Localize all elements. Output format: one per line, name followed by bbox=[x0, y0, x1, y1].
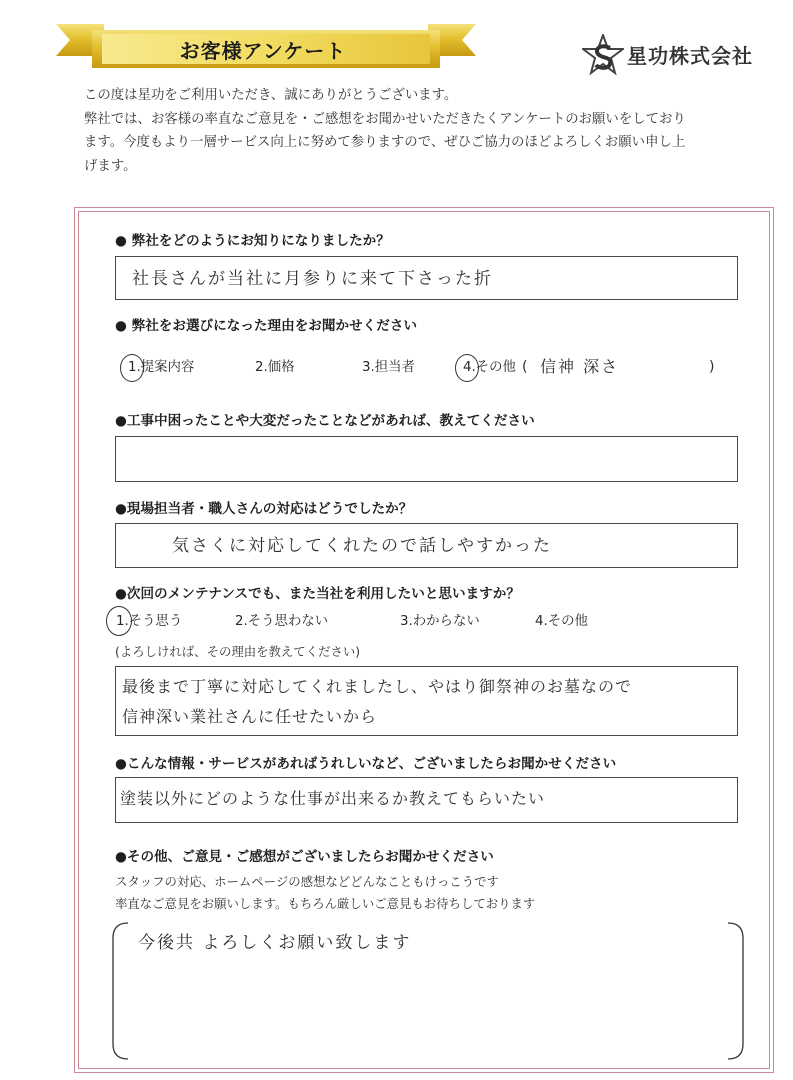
q5-note: (よろしければ、その理由を教えてください) bbox=[115, 644, 361, 659]
intro-line: げます。 bbox=[84, 158, 137, 174]
q3-label: ●工事中困ったことや大変だったことなどがあれば、教えてください bbox=[115, 413, 535, 429]
q5-option-2[interactable]: 2.そう思わない bbox=[235, 614, 329, 629]
q2-option-1[interactable]: 1.提案内容 bbox=[128, 360, 195, 375]
selection-circle-icon bbox=[455, 354, 479, 382]
q2-option-3[interactable]: 3.担当者 bbox=[362, 360, 415, 375]
q2-option-4[interactable]: 4.その他 bbox=[463, 360, 516, 375]
q2-other-answer: 信神 深さ bbox=[540, 357, 620, 376]
q5-option-1[interactable]: 1.そう思う bbox=[116, 614, 183, 629]
q4-answer: 気さくに対応してくれたので話しやすかった bbox=[172, 536, 552, 556]
q7-note-line: 率直なご意見をお願いします。もちろん厳しいご意見もお待ちしております bbox=[115, 896, 536, 911]
q5-answer-line: 信神深い業社さんに任せたいから bbox=[122, 707, 378, 726]
q1-label: ● 弊社をどのようにお知りになりましたか？ bbox=[115, 233, 390, 249]
intro-line: この度は星功をご利用いただき、誠にありがとうございます。 bbox=[84, 88, 458, 103]
q7-label: ●その他、ご意見・ご感想がございましたらお聞かせください bbox=[115, 849, 494, 865]
q3-answer-box[interactable] bbox=[115, 436, 738, 482]
q7-answer: 今後共 よろしくお願い致します bbox=[138, 933, 412, 953]
intro-text bbox=[84, 84, 774, 178]
q4-label: ●現場担当者・職人さんの対応はどうでしたか？ bbox=[115, 501, 413, 517]
q5-option-3[interactable]: 3.わからない bbox=[400, 614, 480, 629]
q5-answer-line: 最後まで丁寧に対応してくれましたし、やはり御祭神のお墓なので bbox=[122, 677, 633, 696]
q6-answer: 塗装以外にどのような仕事が出来るか教えてもらいたい bbox=[120, 789, 546, 808]
intro-line: ます。今度もより一層サービス向上に努めて参りますので、ぜひご協力のほどよろしくお願い申し上 bbox=[84, 135, 686, 150]
q5-option-4[interactable]: 4.その他 bbox=[535, 614, 588, 629]
q2-open-paren: ( bbox=[522, 359, 528, 375]
q5-label: ●次回のメンテナンスでも、また当社を利用したいと思いますか？ bbox=[115, 586, 520, 602]
q1-answer: 社長さんが当社に月参りに来て下さった折 bbox=[132, 269, 493, 289]
company-name: 星功株式会社 bbox=[627, 44, 753, 68]
q6-label: ●こんな情報・サービスがあればうれしいなど、ございましたらお聞かせください bbox=[115, 756, 617, 772]
q2-close-paren: ) bbox=[709, 359, 715, 375]
q2-option-2[interactable]: 2.価格 bbox=[255, 360, 295, 375]
page-title: お客様アンケート bbox=[179, 39, 347, 63]
star-logo-icon bbox=[582, 34, 624, 76]
q7-note-line: スタッフの対応、ホームページの感想などどんなこともけっこうです bbox=[115, 874, 499, 889]
selection-circle-icon bbox=[106, 606, 132, 636]
q2-label: ● 弊社をお選びになった理由をお聞かせください bbox=[115, 318, 418, 334]
intro-line: 弊社では、お客様の率直なご意見を・ご感想をお聞かせいただきたくアンケートのお願いをしており bbox=[84, 111, 686, 127]
selection-circle-icon bbox=[120, 354, 144, 382]
